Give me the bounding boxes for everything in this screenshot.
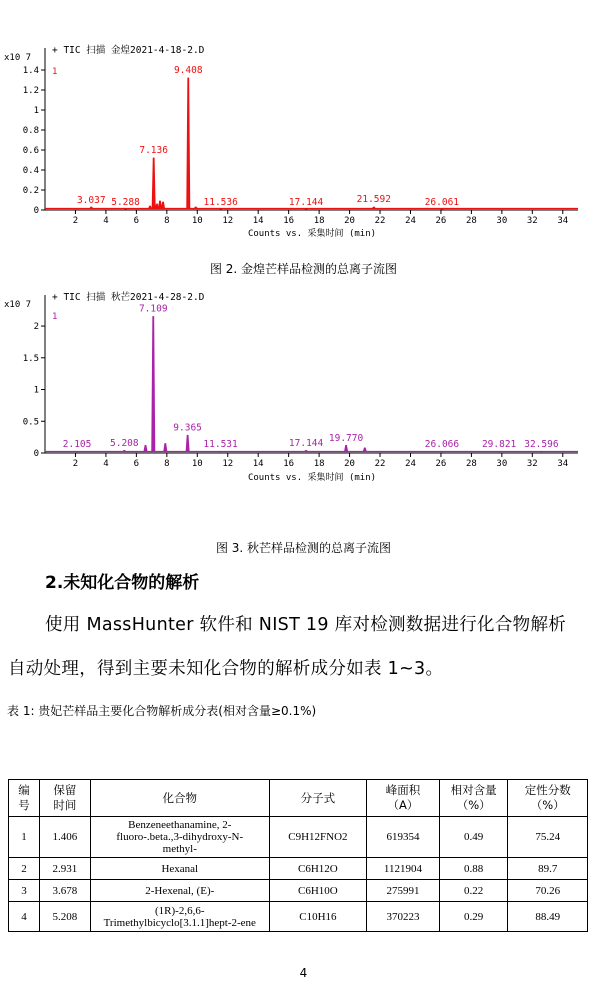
header-relative-content: 相对含量 （%） — [439, 780, 508, 817]
cell-no: 2 — [9, 858, 40, 880]
cell-rel: 0.22 — [439, 880, 508, 902]
peak-label: 11.531 — [203, 439, 238, 451]
trace-peak — [155, 204, 158, 209]
x-tick-label: 10 — [191, 216, 203, 226]
cell-area: 619354 — [367, 817, 440, 858]
cell-area: 1121904 — [367, 858, 440, 880]
cell-compound: Benzeneethanamine, 2- fluoro-.beta.,3-dihydroxy-N- methyl- — [90, 817, 269, 858]
x-tick-label: 22 — [374, 216, 386, 226]
trace-peak — [123, 450, 126, 451]
fig2-plot-area — [23, 48, 578, 226]
y-tick-label: 1 — [33, 106, 39, 116]
header-no: 编 号 — [9, 780, 40, 817]
peak-label: 19.770 — [328, 432, 364, 444]
trace-peak — [148, 206, 151, 209]
header-compound: 化合物 — [90, 780, 269, 817]
peak-label: 32.596 — [524, 439, 559, 451]
y-tick-label: 1.4 — [22, 66, 39, 76]
cell-rel: 0.88 — [439, 858, 508, 880]
cell-compound: Hexanal — [90, 858, 269, 880]
x-tick-label: 12 — [222, 459, 234, 469]
x-tick-label: 8 — [164, 459, 170, 469]
x-tick-label: 18 — [313, 459, 325, 469]
cell-compound: (1R)-2,6,6- Trimethylbicyclo[3.1.1]hept-2-ene — [90, 902, 269, 932]
header-score: 定性分数 （%） — [508, 780, 588, 817]
cell-area: 370223 — [367, 902, 440, 932]
x-tick-label: 24 — [405, 459, 416, 469]
cell-score: 70.26 — [508, 880, 588, 902]
x-tick-label: 34 — [557, 216, 569, 226]
trace-peak — [158, 201, 161, 209]
table-row — [9, 817, 588, 858]
x-tick-label: 28 — [465, 216, 477, 226]
peak-label: 7.136 — [139, 145, 168, 156]
peak-label: 5.288 — [111, 197, 140, 208]
trace-peak — [124, 209, 127, 210]
cell-formula: C10H16 — [269, 902, 366, 932]
x-tick-label: 10 — [191, 459, 203, 469]
x-tick-label: 28 — [465, 459, 477, 469]
y-tick-label: 0.2 — [22, 186, 39, 196]
x-tick-label: 32 — [526, 216, 538, 226]
x-tick-label: 20 — [344, 216, 355, 226]
x-tick-label: 12 — [222, 216, 234, 226]
x-tick-label: 16 — [283, 459, 295, 469]
trace-peak — [164, 443, 167, 451]
cell-no: 1 — [9, 817, 40, 858]
y-tick-label: 1.5 — [22, 353, 39, 364]
fig2-exponent: x10 7 — [4, 53, 32, 63]
y-tick-label: 0.5 — [22, 417, 39, 428]
peak-label: 21.592 — [356, 194, 391, 205]
x-tick-label: 34 — [557, 459, 569, 469]
cell-rt: 5.208 — [39, 902, 90, 932]
paragraph-line-1: 使用 MassHunter 软件和 NIST 19 库对检测数据进行化合物解析 — [45, 615, 567, 635]
figure-2-chromatogram — [0, 38, 607, 243]
y-tick-label: 0 — [33, 449, 39, 459]
table-row — [9, 858, 588, 880]
compound-table — [8, 779, 588, 932]
trace-peak — [219, 209, 222, 210]
peak-label: 11.536 — [203, 197, 238, 208]
x-tick-label: 26 — [435, 216, 447, 226]
cell-formula: C6H10O — [269, 880, 366, 902]
trace-peak — [304, 450, 307, 451]
cell-compound: 2-Hexenal, (E)- — [90, 880, 269, 902]
table-title: 表 1: 贵妃芒样品主要化合物解析成分表(相对含量≥0.1%) — [7, 704, 317, 718]
peak-label: 17.144 — [288, 437, 324, 449]
cell-formula: C9H12FNO2 — [269, 817, 366, 858]
peak-label: 2.105 — [62, 439, 92, 451]
header-peak-area: 峰面积 （A） — [367, 780, 440, 817]
paragraph-line-2: 自动处理，得到主要未知化合物的解析成分如表 1~3。 — [8, 659, 444, 679]
peak-label: 7.109 — [138, 303, 168, 315]
y-tick-label: 0.8 — [22, 126, 39, 136]
trace-peak — [304, 209, 307, 210]
cell-rt: 3.678 — [39, 880, 90, 902]
cell-rt: 2.931 — [39, 858, 90, 880]
fig3-xlabel: Counts vs. 采集时间 (min) — [247, 473, 377, 483]
cell-no: 4 — [9, 902, 40, 932]
cell-rel: 0.29 — [439, 902, 508, 932]
x-tick-label: 8 — [164, 216, 170, 226]
y-tick-label: 2 — [33, 322, 39, 333]
fig3-exponent: x10 7 — [4, 300, 32, 310]
peak-label: 9.408 — [173, 65, 203, 76]
cell-rel: 0.49 — [439, 817, 508, 858]
fig2-header: + TIC 扫描 金煌2021-4-18-2.D — [52, 45, 205, 56]
table-row — [9, 880, 588, 902]
cell-area: 275991 — [367, 880, 440, 902]
trace-peak — [187, 78, 190, 209]
trace-peak — [161, 202, 164, 209]
x-tick-label: 16 — [283, 216, 295, 226]
header-retention-time: 保留 时间 — [39, 780, 90, 817]
table-row — [9, 902, 588, 932]
y-tick-label: 0 — [33, 206, 39, 216]
trace-peak — [372, 207, 375, 209]
trace-peak — [152, 158, 155, 209]
x-tick-label: 4 — [103, 216, 109, 226]
y-tick-label: 1.2 — [22, 86, 39, 96]
peak-label: 3.037 — [76, 195, 106, 206]
fig3-series-label: 1 — [52, 312, 58, 322]
x-tick-label: 2 — [72, 216, 79, 226]
fig3-plot-area — [23, 295, 578, 469]
x-tick-label: 18 — [313, 216, 325, 226]
x-tick-label: 6 — [133, 459, 140, 469]
trace-peak — [194, 207, 197, 209]
x-tick-label: 32 — [526, 459, 538, 469]
header-formula: 分子式 — [269, 780, 366, 817]
figure-3-caption: 图 3. 秋芒样品检测的总离子流图 — [215, 541, 392, 555]
x-tick-label: 30 — [496, 459, 508, 469]
x-tick-label: 14 — [252, 459, 264, 469]
trace-peak — [186, 435, 189, 451]
cell-score: 89.7 — [508, 858, 588, 880]
cell-score: 75.24 — [508, 817, 588, 858]
trace-peak — [344, 445, 347, 451]
fig2-xlabel: Counts vs. 采集时间 (min) — [247, 229, 377, 239]
peak-label: 26.066 — [424, 439, 460, 451]
x-tick-label: 30 — [496, 216, 508, 226]
cell-score: 88.49 — [508, 902, 588, 932]
x-tick-label: 22 — [374, 459, 386, 469]
peak-label: 17.144 — [288, 197, 324, 208]
y-tick-label: 0.4 — [22, 166, 39, 176]
x-tick-label: 4 — [103, 459, 109, 469]
page-number: 4 — [299, 966, 308, 980]
figure-2-caption: 图 2. 金煌芒样品检测的总离子流图 — [209, 262, 398, 276]
x-tick-label: 26 — [435, 459, 447, 469]
x-tick-label: 24 — [405, 216, 416, 226]
cell-rt: 1.406 — [39, 817, 90, 858]
peak-label: 9.365 — [173, 422, 202, 434]
trace-peak — [144, 445, 147, 451]
peak-label: 29.821 — [481, 439, 517, 451]
y-tick-label: 1 — [33, 385, 39, 396]
x-tick-label: 6 — [133, 216, 140, 226]
y-tick-label: 0.6 — [22, 146, 39, 156]
x-tick-label: 20 — [344, 459, 355, 469]
trace-peak — [90, 207, 93, 209]
x-tick-label: 14 — [252, 216, 264, 226]
peak-label: 26.061 — [424, 197, 460, 208]
trace-peak — [440, 209, 443, 210]
cell-no: 3 — [9, 880, 40, 902]
peak-label: 5.208 — [110, 437, 139, 449]
trace-peak — [363, 448, 366, 452]
fig2-series-label: 1 — [52, 67, 58, 77]
cell-formula: C6H12O — [269, 858, 366, 880]
table-header-row — [9, 780, 588, 817]
section-title: 2.未知化合物的解析 — [45, 573, 200, 593]
fig3-header: + TIC 扫描 秋芒2021-4-28-2.D — [52, 292, 205, 303]
x-tick-label: 2 — [72, 459, 79, 469]
trace-peak — [152, 317, 155, 452]
figure-3-chromatogram — [0, 285, 607, 490]
